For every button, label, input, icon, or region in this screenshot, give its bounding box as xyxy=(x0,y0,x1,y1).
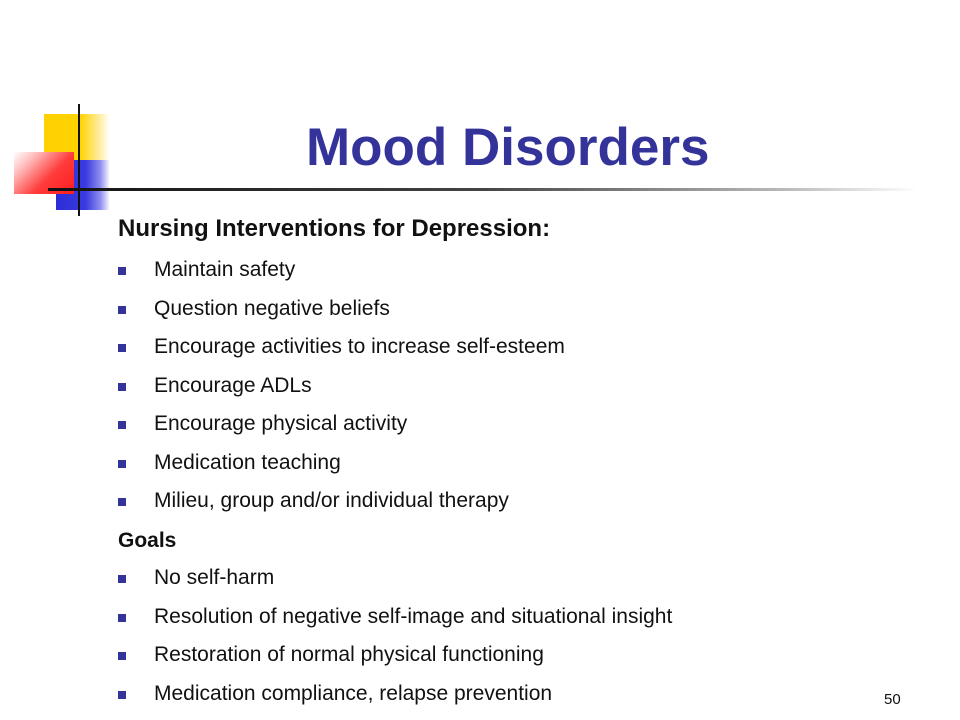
slide-number: 50 xyxy=(884,691,901,708)
list-item-text: Encourage activities to increase self-esteem xyxy=(154,335,565,358)
list-item-text: Encourage ADLs xyxy=(154,373,312,397)
list-item-text: Question negative beliefs xyxy=(154,296,390,320)
title-underline-rule xyxy=(48,188,918,191)
list-item-text: Medication teaching xyxy=(154,450,341,474)
square-bullet-icon xyxy=(118,652,126,660)
square-bullet-icon xyxy=(118,383,126,391)
list-item xyxy=(118,602,672,641)
slide-title: Mood Disorders xyxy=(306,118,710,177)
square-bullet-icon xyxy=(118,691,126,699)
list-item-text: No self-harm xyxy=(154,566,275,589)
list-item xyxy=(118,409,565,448)
list-item-text: Encourage physical activity xyxy=(154,412,408,435)
interventions-list xyxy=(118,255,565,525)
goals-list xyxy=(118,563,672,717)
list-item-text: Resolution of negative self-image and situational insight xyxy=(154,604,673,628)
list-item-text: Milieu, group and/or individual therapy xyxy=(154,489,509,512)
square-bullet-icon xyxy=(118,267,126,275)
decorative-vertical-rule xyxy=(78,104,80,216)
list-item-text: Restoration of normal physical functioning xyxy=(154,643,544,666)
square-bullet-icon xyxy=(118,421,126,429)
square-bullet-icon xyxy=(118,575,126,583)
list-item xyxy=(118,332,565,371)
list-item xyxy=(118,371,565,410)
square-bullet-icon xyxy=(118,498,126,506)
section-heading-goals: Goals xyxy=(118,529,177,552)
list-item xyxy=(118,448,565,487)
square-bullet-icon xyxy=(118,344,126,352)
square-bullet-icon xyxy=(118,306,126,314)
list-item xyxy=(118,486,565,525)
list-item xyxy=(118,679,672,718)
square-bullet-icon xyxy=(118,460,126,468)
section-heading-interventions: Nursing Interventions for Depression: xyxy=(118,215,551,242)
square-bullet-icon xyxy=(118,614,126,622)
list-item xyxy=(118,294,565,333)
list-item xyxy=(118,255,565,294)
list-item xyxy=(118,563,672,602)
list-item-text: Maintain safety xyxy=(154,258,296,281)
list-item xyxy=(118,640,672,679)
list-item-text: Medication compliance, relapse prevention xyxy=(154,681,553,705)
